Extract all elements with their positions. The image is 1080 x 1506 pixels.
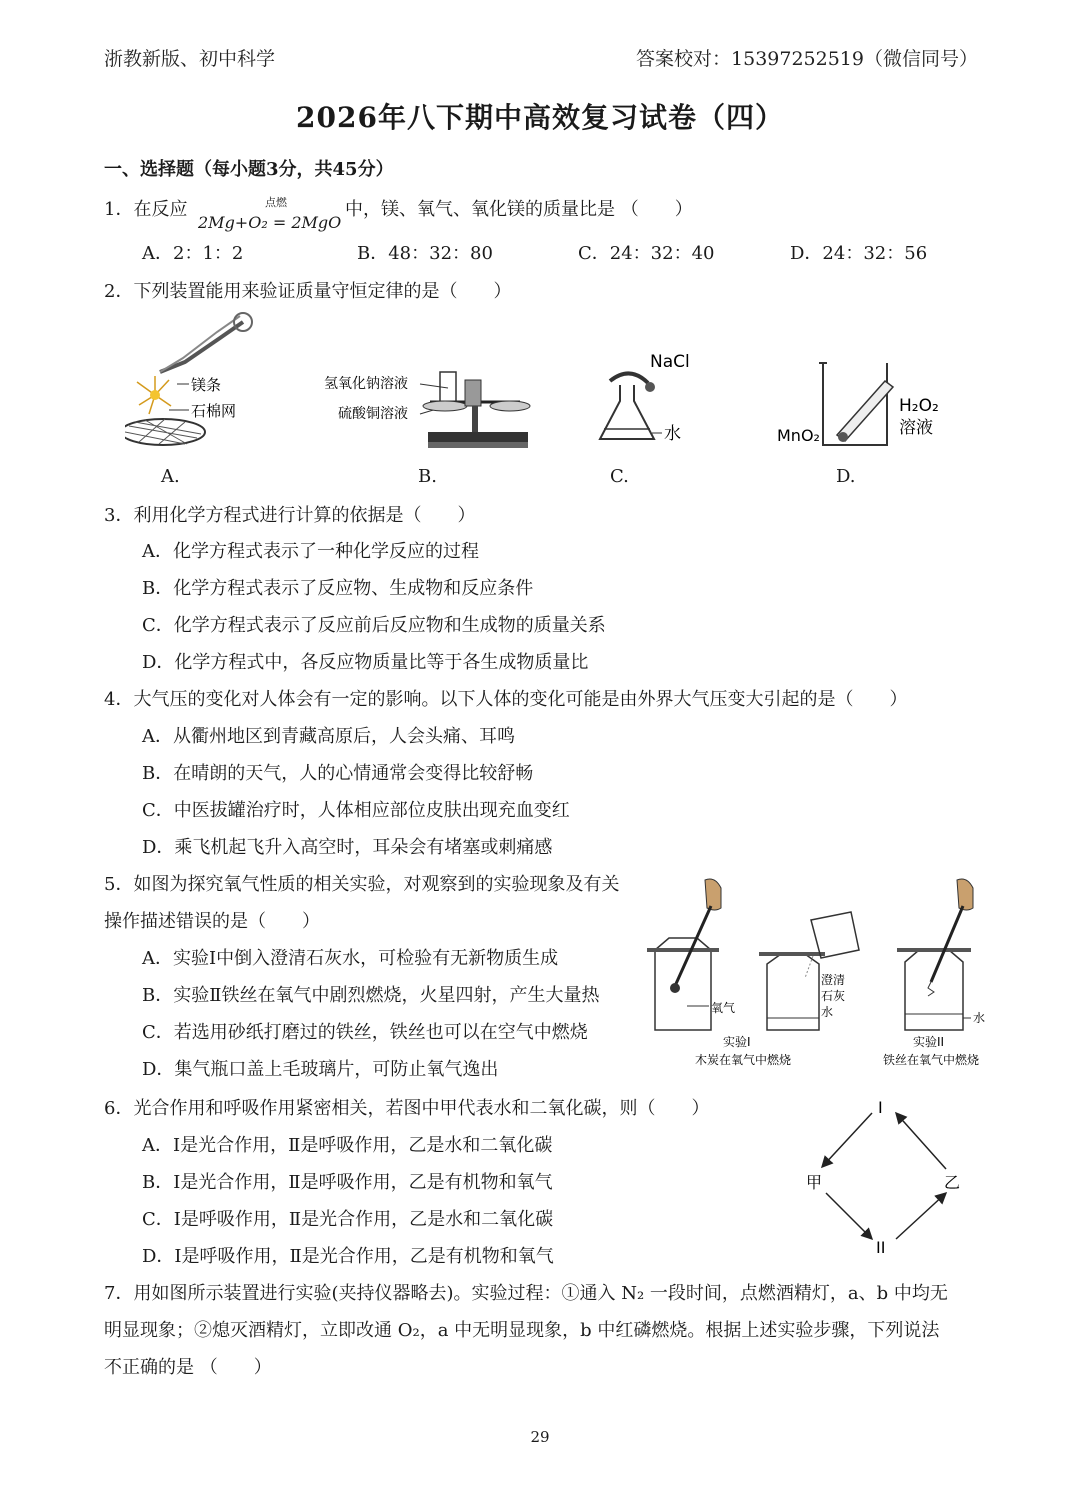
- q2-figure-b: [320, 360, 540, 455]
- arrow-jia-to-II: [826, 1193, 872, 1239]
- q2-figure-c: [590, 345, 710, 450]
- gas-bottle-3: [897, 948, 971, 1030]
- q7-line2: 明显现象；②熄灭酒精灯，立即改通 O₂，a 中无明显现象，b 中红磷燃烧。根据上述实验步骤，下列说法: [104, 1320, 940, 1341]
- q5-option-d: D．集气瓶口盖上毛玻璃片，可防止氧气逸出: [142, 1059, 499, 1080]
- arrow-II-to-yi: [896, 1193, 946, 1239]
- tongs-icon: [931, 906, 963, 982]
- q4-option-d: D．乘飞机起飞升入高空时，耳朵会有堵塞或刺痛感: [142, 837, 553, 858]
- q3-option-a: A．化学方程式表示了一种化学反应的过程: [142, 541, 479, 562]
- q1-option-b: B．48：32：80: [357, 243, 493, 264]
- header-left: 浙教新版、初中科学: [104, 48, 276, 70]
- gas-bottle-1: [647, 938, 719, 1030]
- label-h2o2: H₂O₂: [899, 396, 939, 416]
- slanted-tube: [837, 381, 893, 441]
- q5-option-a: A．实验Ⅰ中倒入澄清石灰水，可检验有无新物质生成: [142, 948, 559, 969]
- label-limewater-1: 澄清: [821, 973, 846, 987]
- iron-wire: [928, 982, 934, 996]
- label-II: II: [876, 1238, 886, 1257]
- label-oxygen: 氧气: [711, 1001, 736, 1015]
- q5-stem-line2: 操作描述错误的是（ ）: [104, 911, 320, 932]
- section-heading: 一、选择题（每小题3分，共45分）: [104, 159, 394, 180]
- q1-condition: 点燃: [265, 196, 287, 209]
- q2-label-b: B.: [418, 466, 437, 487]
- label-limewater-2: 石灰: [821, 989, 846, 1003]
- q2-figure-d: [775, 355, 955, 455]
- q2-label-a: A.: [161, 466, 180, 487]
- q3-stem: 3．利用化学方程式进行计算的依据是（ ）: [104, 505, 476, 526]
- q3-option-b: B．化学方程式表示了反应物、生成物和反应条件: [142, 578, 534, 599]
- label-naoh: 氢氧化钠溶液: [324, 376, 408, 392]
- q6-option-c: C．Ⅰ是呼吸作用，Ⅱ是光合作用，乙是水和二氧化碳: [142, 1209, 554, 1230]
- q2-label-c: C.: [610, 466, 629, 487]
- q1-option-c: C．24：32：40: [578, 243, 715, 264]
- q5-option-c: C．若选用砂纸打磨过的铁丝，铁丝也可以在空气中燃烧: [142, 1022, 588, 1043]
- label-mno2: MnO₂: [777, 426, 820, 445]
- label-asbestos: 石棉网: [191, 402, 237, 420]
- header-right: 答案校对：15397252519（微信同号）: [636, 48, 978, 70]
- q7-line1: 7．用如图所示装置进行实验(夹持仪器略去)。实验过程：①通入 N₂ 一段时间，点燃酒精灯，a、b 中均无: [104, 1283, 948, 1304]
- q3-option-c: C．化学方程式表示了反应前后反应物和生成物的质量关系: [142, 615, 606, 636]
- q6-stem: 6．光合作用和呼吸作用紧密相关，若图中甲代表水和二氧化碳，则（ ）: [104, 1098, 710, 1119]
- label-water: 水: [973, 1011, 986, 1025]
- q1-pre: 1．在反应: [104, 199, 188, 220]
- page-number: 29: [530, 1428, 550, 1446]
- q5-stem-line1: 5．如图为探究氧气性质的相关实验，对观察到的实验现象及有关: [104, 874, 620, 895]
- label-jia: 甲: [806, 1173, 823, 1192]
- q2-label-d: D.: [836, 466, 856, 487]
- label-I: I: [878, 1098, 883, 1117]
- label-solution: 溶液: [899, 418, 933, 438]
- label-exp2: 实验II: [913, 1035, 945, 1049]
- label-cuso4: 硫酸铜溶液: [338, 406, 408, 422]
- q4-option-b: B．在晴朗的天气，人的心情通常会变得比较舒畅: [142, 763, 534, 784]
- page-title: 2026年八下期中高效复习试卷（四）: [296, 101, 784, 134]
- label-limewater-3: 水: [821, 1005, 834, 1019]
- q3-option-d: D．化学方程式中，各反应物质量比等于各生成物质量比: [142, 652, 589, 673]
- q1-post: 中，镁、氧气、氧化镁的质量比是 （ ）: [345, 199, 693, 220]
- q6-cycle-diagram: [800, 1095, 970, 1260]
- q4-option-c: C．中医拔罐治疗时，人体相应部位皮肤出现充血变红: [142, 800, 570, 821]
- label-exp1-desc: 木炭在氧气中燃烧: [695, 1053, 792, 1067]
- label-nacl: NaCl: [650, 352, 690, 372]
- q6-option-a: A．Ⅰ是光合作用，Ⅱ是呼吸作用，乙是水和二氧化碳: [142, 1135, 553, 1156]
- hand-icon: [957, 879, 973, 910]
- q2-figure-a: [125, 310, 265, 455]
- q5-figure: [645, 878, 995, 1073]
- beaker-limewater: [811, 912, 859, 958]
- balance-foot: [428, 442, 528, 448]
- label-exp1: 实验I: [723, 1035, 751, 1049]
- balance-pan-left: [423, 401, 467, 411]
- gas-bottle-2: [759, 952, 825, 1030]
- flask: [600, 385, 654, 439]
- hand-icon: [705, 879, 721, 910]
- q4-stem: 4．大气压的变化对人体会有一定的影响。以下人体的变化可能是由外界大气压变大引起的是（ ）: [104, 689, 908, 710]
- label-water: 水: [664, 424, 681, 444]
- q5-option-b: B．实验Ⅱ铁丝在氧气中剧烈燃烧，火星四射，产生大量热: [142, 985, 600, 1006]
- q4-option-a: A．从衢州地区到青藏高原后，人会头痛、耳鸣: [142, 726, 515, 747]
- arrow-yi-to-I: [896, 1113, 946, 1169]
- leader-line: [420, 384, 448, 388]
- nacl-solid: [645, 382, 655, 392]
- balance-pan-right: [490, 401, 530, 411]
- balance-base: [428, 432, 528, 442]
- q1-option-a: A．2：1：2: [142, 243, 244, 264]
- label-mg-strip: 镁条: [191, 376, 222, 394]
- q6-option-b: B．Ⅰ是光合作用，Ⅱ是呼吸作用，乙是有机物和氧气: [142, 1172, 553, 1193]
- tongs-shape-2: [160, 316, 240, 372]
- label-exp2-desc: 铁丝在氧气中燃烧: [883, 1053, 980, 1067]
- q6-option-d: D．Ⅰ是呼吸作用，Ⅱ是光合作用，乙是有机物和氧气: [142, 1246, 554, 1267]
- q1-option-d: D．24：32：56: [790, 243, 928, 264]
- balloon: [610, 373, 648, 383]
- balance-pillar: [472, 406, 478, 436]
- q1-equation: 2Mg+O₂ = 2MgO: [198, 213, 342, 232]
- q7-line3: 不正确的是 （ ）: [104, 1357, 272, 1378]
- flame-core: [150, 390, 160, 400]
- arrow-I-to-jia: [822, 1113, 872, 1167]
- mno2-solid: [838, 432, 848, 442]
- beaker: [465, 380, 481, 406]
- q2-stem: 2．下列装置能用来验证质量守恒定律的是（ ）: [104, 281, 512, 302]
- charcoal: [670, 983, 680, 993]
- label-yi: 乙: [944, 1173, 961, 1192]
